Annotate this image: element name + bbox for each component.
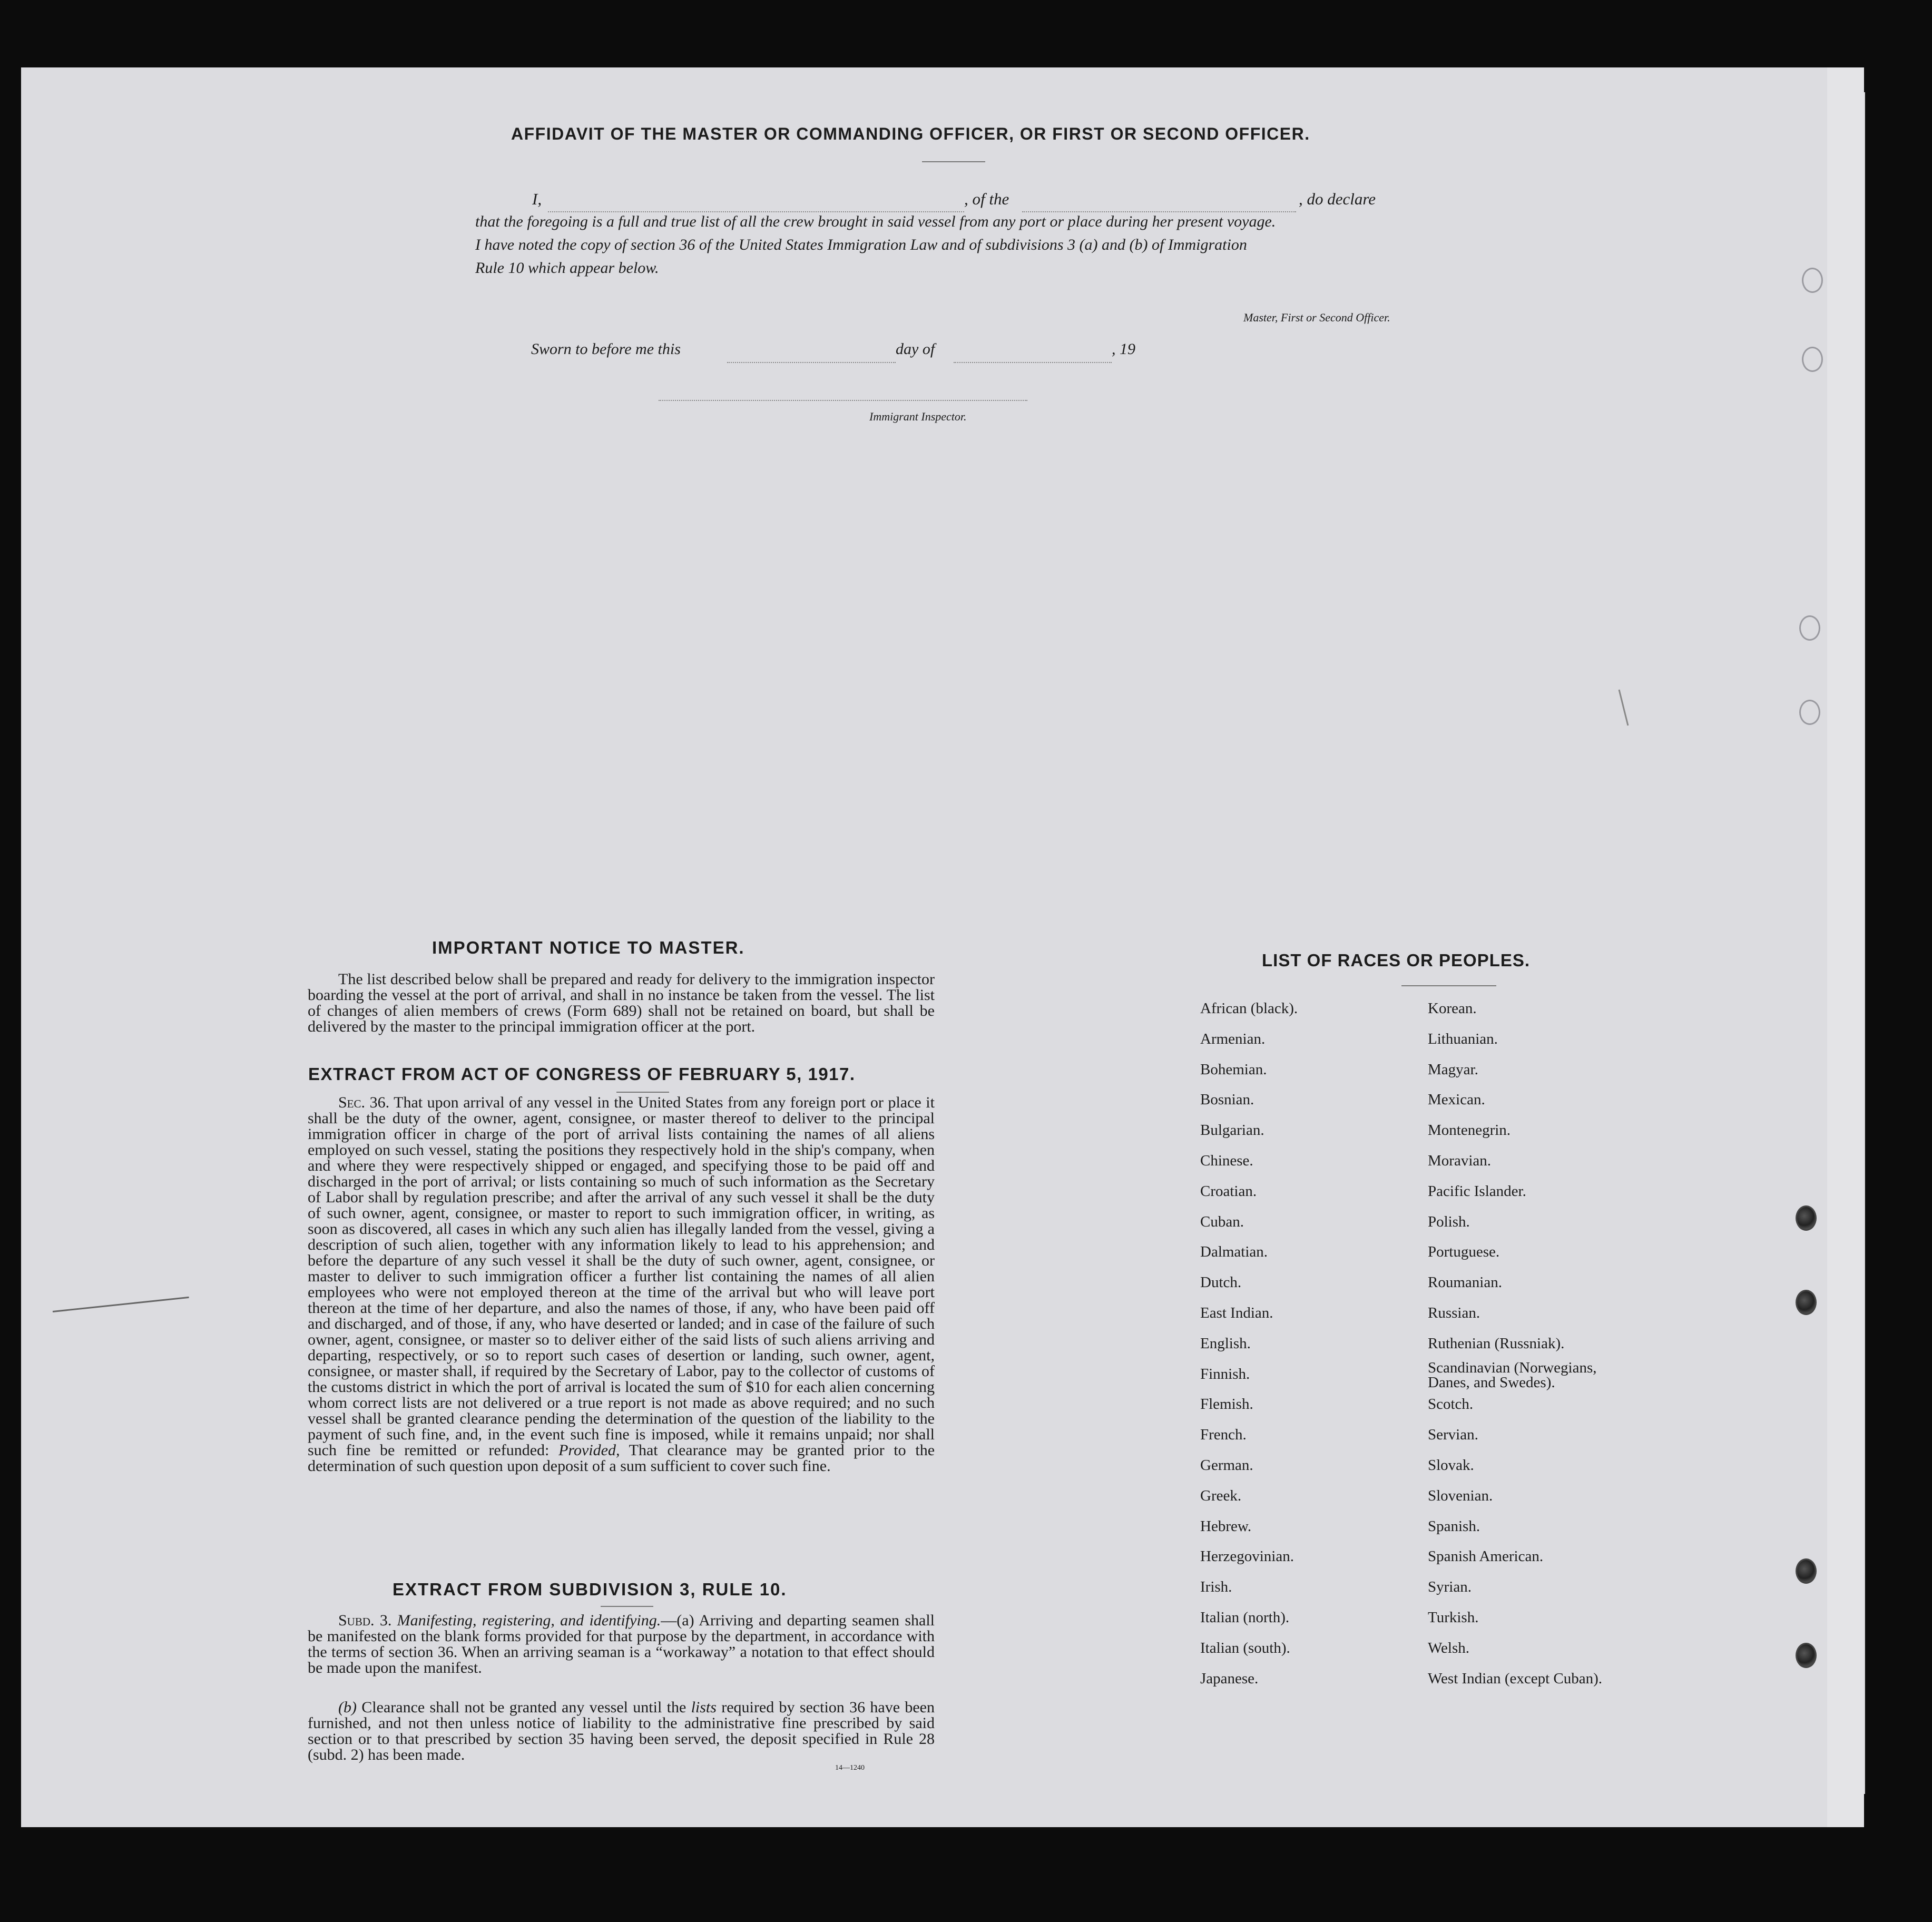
- stray-mark: [53, 1297, 189, 1312]
- divider: [616, 1092, 669, 1093]
- section-36-end: That clearance may be granted prior to the determination of such question upon deposit of a sum sufficient to cover such fine.: [308, 1442, 935, 1475]
- extract-act-body: [308, 1095, 935, 1474]
- race-item: Scotch.: [1428, 1396, 1474, 1413]
- affidavit-declare: , do declare: [1299, 190, 1376, 208]
- lists-word: lists: [691, 1699, 717, 1716]
- race-item: Turkish.: [1428, 1609, 1479, 1626]
- punch-hole: [1796, 1558, 1817, 1584]
- race-item: Syrian.: [1428, 1578, 1472, 1596]
- race-item: Bulgarian.: [1200, 1122, 1264, 1139]
- signature-caption: Master, First or Second Officer.: [1243, 311, 1390, 324]
- day-of: day of: [896, 340, 935, 358]
- punch-hole: [1796, 1643, 1817, 1668]
- para-a-text: —(a) Arriving and departing seamen shall be manifested on the blank forms provided for that purpose by the department, in accordance with the terms of section 36. When an arriving seaman is a “workaway” a notation to that effect should be made upon the manifest.: [308, 1612, 935, 1676]
- punch-hole: [1802, 268, 1823, 293]
- punch-hole: [1796, 1205, 1817, 1231]
- race-item: East Indian.: [1200, 1304, 1273, 1321]
- section-36-text: That upon arrival of any vessel in the United States from any foreign port or place it shall be the duty of the owner, agent, consignee, or master thereof to deliver to the principal immigration officer in charge of the port of arrival lists containing the names of all aliens employed on such vessel, stating the positions they respectively hold in the ship's company, when and where they were respectively shipped or engaged, and specifying those to be paid off and discharged in the port of arrival; or lists containing so much of such information as the Secretary of Labor shall by regulation prescribe; and after the arrival of any such vessel it shall be the duty of such owner, agent, consignee, or master to report to such immigration officer, in writing, as soon as discovered, all cases in which any such alien has illegally landed from the vessel, giving a description of such alien, together with any information likely to lead to his apprehension; and before the departure of any such vessel it shall be the duty of such owner, agent, consignee, or master to deliver to such immigration officer a further list containing the names of all alien employees who were not employed thereon at the time of the arrival but who will leave port thereon at the time of her departure, and also the names of those, if any, who have been paid off and discharged, and of those, if any, who have deserted or landed; and in case of the failure of such owner, agent, consignee, or master so to deliver either of the said lists of such aliens arriving and departing, respectively, or so to report such cases of desertion or landing, such owner, agent, consignee, or master shall, if required by the Secretary of Labor, pay to the collector of customs of the customs district in which the port of arrival is located the sum of $10 for each alien concerning whom correct lists are not delivered or a true report is not made as above required; and no such vessel shall be granted clearance pending the determination of the question of the liability to the payment of such fine, and, in the event such fine is imposed, while it remains unpaid; nor shall such fine be remitted or refunded:: [308, 1094, 935, 1459]
- race-item: German.: [1200, 1456, 1253, 1474]
- races-left-column: [1200, 994, 1421, 1694]
- race-item: Servian.: [1428, 1426, 1478, 1444]
- race-item: Greek.: [1200, 1487, 1242, 1504]
- extract-rule-title: EXTRACT FROM SUBDIVISION 3, RULE 10.: [393, 1580, 787, 1599]
- divider: [601, 1606, 653, 1607]
- race-item: Korean.: [1428, 1000, 1477, 1017]
- race-item: Cuban.: [1200, 1213, 1244, 1230]
- rule-para-a: [308, 1613, 935, 1676]
- affidavit-line-4: Rule 10 which appear below.: [475, 259, 659, 277]
- sworn-text: Sworn to before me this: [531, 340, 681, 358]
- races-right-column: [1428, 994, 1702, 1694]
- provided-word: Provided,: [558, 1442, 620, 1459]
- punch-hole: [1799, 615, 1820, 641]
- inspector-caption: Immigrant Inspector.: [869, 410, 967, 423]
- race-item: Magyar.: [1428, 1061, 1478, 1078]
- divider: [922, 161, 985, 162]
- punch-hole: [1796, 1290, 1817, 1315]
- race-item: Dutch.: [1200, 1274, 1242, 1291]
- race-item: Italian (south).: [1200, 1639, 1290, 1656]
- affidavit-of-the: , of the: [964, 190, 1009, 208]
- race-item: Spanish American.: [1428, 1548, 1544, 1565]
- race-item: African (black).: [1200, 1000, 1298, 1017]
- race-item: Portuguese.: [1428, 1243, 1500, 1261]
- race-item: Croatian.: [1200, 1182, 1257, 1200]
- race-item: Montenegrin.: [1428, 1122, 1511, 1139]
- divider: [1401, 985, 1496, 986]
- subd-heading: Manifesting, registering, and identifying.: [397, 1612, 661, 1629]
- para-b-text-2: required by section 36 have been furnished, and not then unless notice of liability to the administrative fine prescribed by said section or to that prescribed by section 35 having been served, the deposit specified in Rule 28 (subd. 2) has been made.: [308, 1699, 935, 1763]
- race-item: Irish.: [1200, 1578, 1232, 1596]
- race-item: Slovenian.: [1428, 1487, 1493, 1504]
- race-item: Polish.: [1428, 1213, 1470, 1230]
- races-title: LIST OF RACES OR PEOPLES.: [1262, 950, 1531, 970]
- month-blank: [954, 356, 1112, 366]
- race-item: Pacific Islander.: [1428, 1182, 1526, 1200]
- race-item: English.: [1200, 1335, 1251, 1352]
- race-item: Mexican.: [1428, 1091, 1485, 1109]
- race-item: Finnish.: [1200, 1365, 1250, 1382]
- race-item: Moravian.: [1428, 1152, 1491, 1169]
- race-item: Russian.: [1428, 1304, 1480, 1321]
- rule-para-b: [308, 1700, 935, 1763]
- notice-body: The list described below shall be prepared and ready for delivery to the immigration inspector boarding the vessel at the port of arrival, and shall in no instance be taken from the vessel. The list of changes of alien members of crews (Form 689) shall not be retained on board, but shall be delivered by the master to the principal immigration officer at the port.: [308, 970, 935, 1035]
- affidavit-line-2: that the foregoing is a full and true list of all the crew brought in said vessel from any port or place during her present voyage.: [475, 213, 1276, 230]
- race-item: Chinese.: [1200, 1152, 1253, 1169]
- inspector-blank: [659, 394, 1027, 404]
- race-item: Bosnian.: [1200, 1091, 1254, 1109]
- race-item: Armenian.: [1200, 1030, 1266, 1047]
- race-item: Slovak.: [1428, 1456, 1474, 1474]
- race-item: Hebrew.: [1200, 1517, 1252, 1535]
- stray-mark: [1619, 690, 1629, 726]
- subd-label: Subd. 3.: [338, 1612, 392, 1629]
- section-label: Sec. 36.: [338, 1094, 390, 1111]
- affidavit-title: AFFIDAVIT OF THE MASTER OR COMMANDING OFFICER, OR FIRST OR SECOND OFFICER.: [511, 124, 1310, 143]
- extract-act-title: EXTRACT FROM ACT OF CONGRESS OF FEBRUARY 5, 1917.: [308, 1064, 856, 1084]
- year-prefix: , 19: [1112, 340, 1135, 358]
- race-item: Italian (north).: [1200, 1609, 1290, 1626]
- para-b-label: (b): [338, 1699, 357, 1716]
- race-item: Dalmatian.: [1200, 1243, 1268, 1261]
- race-item: West Indian (except Cuban).: [1428, 1670, 1603, 1687]
- form-number: 14—1240: [835, 1764, 865, 1772]
- sworn-day-blank: [727, 356, 896, 366]
- race-item: Herzegovinian.: [1200, 1548, 1294, 1565]
- race-item: Japanese.: [1200, 1670, 1259, 1687]
- race-item: Scandinavian (Norwegians, Danes, and Swedes).: [1428, 1359, 1597, 1391]
- race-item: Roumanian.: [1428, 1274, 1502, 1291]
- page-edge: [1827, 67, 1864, 1827]
- punch-hole: [1799, 700, 1820, 725]
- race-item: Welsh.: [1428, 1639, 1470, 1656]
- affidavit-line-3: I have noted the copy of section 36 of the United States Immigration Law and of subdivisions 3 (a) and (b) of Immigration: [475, 236, 1247, 253]
- para-b-text-1: Clearance shall not be granted any vessel until the: [361, 1699, 687, 1716]
- notice-title: IMPORTANT NOTICE TO MASTER.: [432, 938, 745, 957]
- race-item: Lithuanian.: [1428, 1030, 1498, 1047]
- race-item: Spanish.: [1428, 1517, 1480, 1535]
- race-item: Bohemian.: [1200, 1061, 1267, 1078]
- document-page: [21, 67, 1864, 1827]
- race-item: Ruthenian (Russniak).: [1428, 1335, 1565, 1352]
- affidavit-i: I,: [532, 190, 542, 208]
- race-item: French.: [1200, 1426, 1247, 1444]
- race-item: Flemish.: [1200, 1396, 1253, 1413]
- punch-hole: [1802, 347, 1823, 372]
